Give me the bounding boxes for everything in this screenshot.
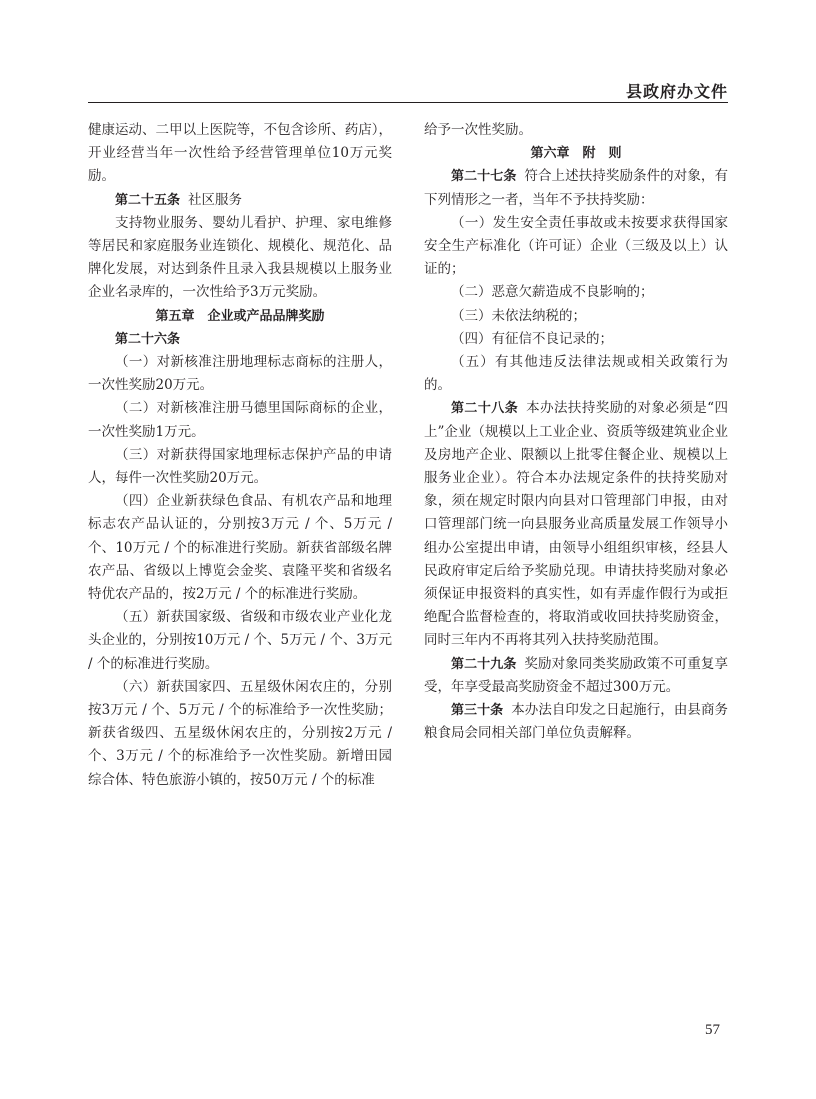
article-number: 第二十六条 bbox=[115, 331, 181, 347]
list-item: （三）对新获得国家地理标志保护产品的申请人，每件一次性奖励20万元。 bbox=[88, 446, 392, 487]
article-25-heading bbox=[88, 189, 392, 212]
article-number: 第二十五条 bbox=[115, 192, 181, 208]
paragraph: 健康运动、二甲以上医院等，不包含诊所、药店），开业经营当年一次性给予经营管理单位10万元奖励。 bbox=[88, 122, 392, 185]
list-item: （二）对新核准注册马德里国际商标的企业，一次性奖励1万元。 bbox=[88, 400, 392, 440]
article-text: 符合上述扶持奖励条件的对象，有下列情形之一者，当年不予扶持奖励： bbox=[424, 168, 728, 208]
article-27 bbox=[424, 165, 728, 211]
list-item: （六）新获国家四、五星级休闲农庄的，分别按3万元 / 个、5万元 / 个的标准给予一次性奖励；新获省级四、五星级休闲农庄的，分别按2万元 / 个、3万元 / 个的标准给予一次性奖励。新增田园综合体、特色旅游小镇的，按50万元 / 个的标准 bbox=[88, 678, 392, 788]
article-28 bbox=[424, 397, 728, 652]
right-column bbox=[424, 119, 728, 745]
article-text: 本办法扶持奖励的对象必须是“四上”企业（规模以上工业企业、资质等级建筑业企业及房地产企业、限额以上批零住餐企业、规模以上服务业企业）。符合本办法规定条件的扶持奖励对象，须在规定时限内向县对口管理部门申报，由对口管理部门统一向县服务业高质量发展工作领导小组办公室提出申请，由领导小组组织审核，经县人民政府审定后给予奖励兑现。申请扶持奖励对象必须保证申报资料的真实性，如有弄虚作假行为或拒绝配合监督检查的，将取消或收回扶持奖励资金，同时三年内不再将其列入扶持奖励范围。 bbox=[424, 400, 728, 649]
article-number: 第三十条 bbox=[451, 703, 504, 719]
article-text: 本办法自印发之日起施行，由县商务粮食局会同相关部门单位负责解释。 bbox=[424, 702, 728, 742]
article-number: 第二十八条 bbox=[451, 401, 519, 417]
list-item: （二）恶意欠薪造成不良影响的； bbox=[451, 284, 654, 301]
list-item: （一）发生安全责任事故或未按要求获得国家安全生产标准化（许可证）企业（三级及以上）认证的； bbox=[424, 214, 728, 278]
chapter-heading: 第六章 附 则 bbox=[530, 146, 622, 162]
list-item: （五）有其他违反法律法规或相关政策行为的。 bbox=[424, 354, 728, 394]
article-30 bbox=[424, 699, 728, 745]
paragraph: 支持物业服务、婴幼儿看护、护理、家电维修等居民和家庭服务业连锁化、规模化、规范化、品牌化发展，对达到条件且录入我县规模以上服务业企业名录库的，一次性给予3万元奖励。 bbox=[88, 214, 392, 301]
list-item: （五）新获国家级、省级和市级农业产业化龙头企业的，分别按10万元 / 个、5万元 / 个、3万元 / 个的标准进行奖励。 bbox=[88, 609, 392, 672]
document-header-title: 县政府办文件 bbox=[625, 82, 728, 101]
left-column bbox=[88, 119, 392, 792]
paragraph: 给予一次性奖励。 bbox=[424, 122, 532, 138]
header-divider bbox=[88, 102, 728, 103]
article-text: 奖励对象同类奖励政策不可重复享受，年享受最高奖励资金不超过300万元。 bbox=[424, 655, 728, 695]
chapter-heading: 第五章 企业或产品品牌奖励 bbox=[155, 308, 325, 324]
list-item: （三）未依法纳税的； bbox=[451, 307, 586, 324]
list-item: （一）对新核准注册地理标志商标的注册人，一次性奖励20万元。 bbox=[88, 354, 392, 394]
article-number: 第二十九条 bbox=[451, 656, 517, 672]
article-26-heading bbox=[88, 328, 392, 351]
page-number: 57 bbox=[705, 1022, 720, 1038]
article-subtitle: 社区服务 bbox=[188, 191, 243, 208]
list-item: （四）有征信不良记录的； bbox=[451, 330, 613, 347]
article-number: 第二十七条 bbox=[451, 169, 517, 185]
article-29 bbox=[424, 653, 728, 699]
list-item: （四）企业新获绿色食品、有机农产品和地理标志农产品认证的，分别按3万元 / 个、5万元 / 个、10万元 / 个的标准进行奖励。新获省部级名牌农产品、省级以上博览会金奖、袁隆平奖和省级名特优农产品的，按2万元 / 个的标准进行奖励。 bbox=[88, 493, 392, 603]
